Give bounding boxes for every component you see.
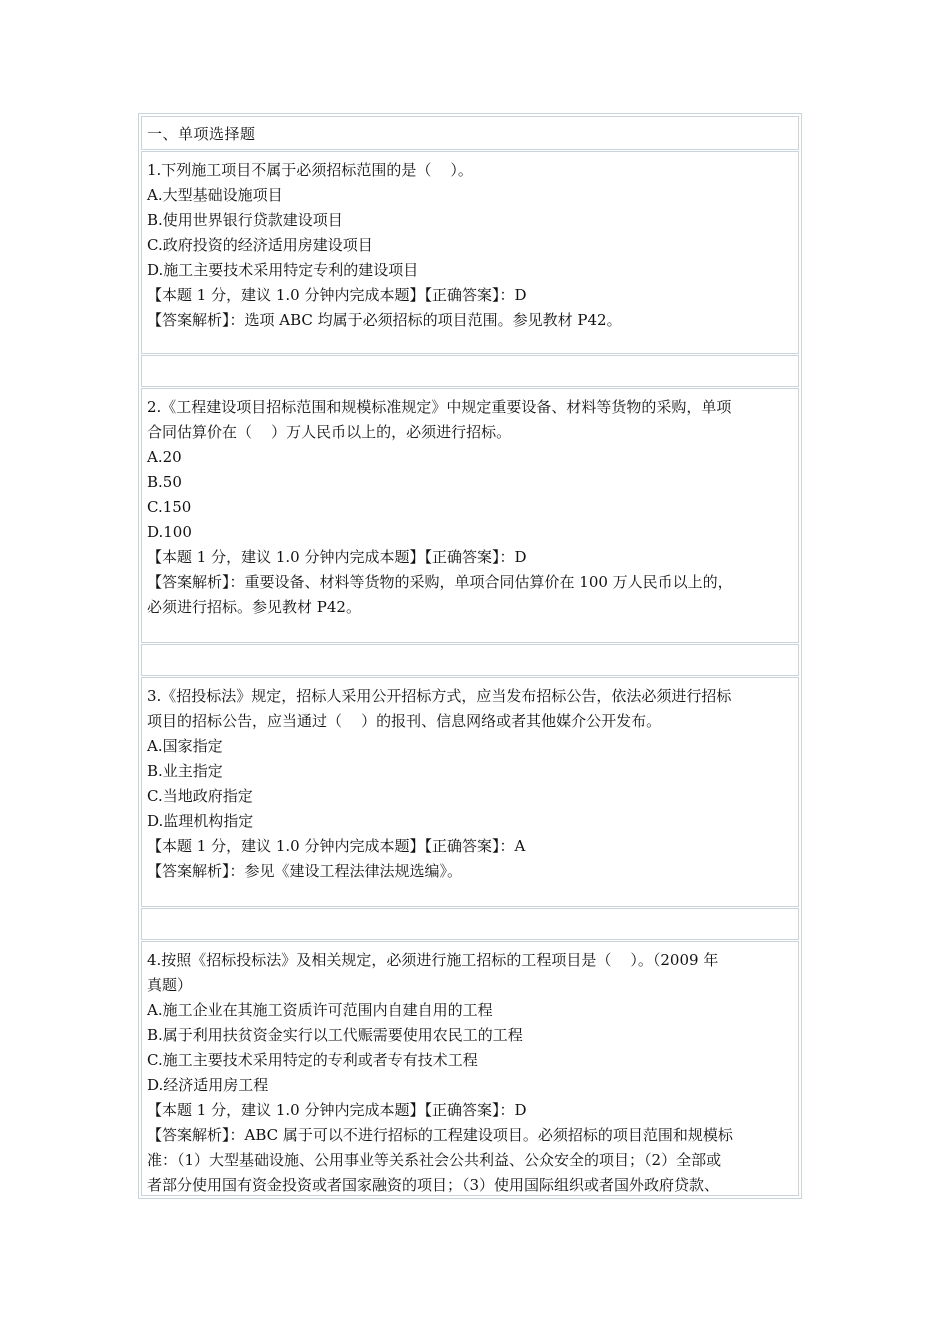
spacer-row <box>141 908 799 940</box>
question-3-explanation: 【答案解析】：参见《建设工程法律法规选编》。 <box>147 862 463 880</box>
question-1 <box>141 151 799 354</box>
question-2-stem: 2.《工程建设项目招标范围和规模标准规定》中规定重要设备、材料等货物的采购，单项 <box>147 398 732 416</box>
question-4-option-a: A.施工企业在其施工资质许可范围内自建自用的工程 <box>147 1001 493 1019</box>
question-4-answer: 【本题 1 分，建议 1.0 分钟内完成本题】【正确答案】：D <box>147 1101 527 1119</box>
question-table <box>138 113 802 1199</box>
question-2-option-a: A.20 <box>147 448 182 466</box>
question-1-option-b: B.使用世界银行贷款建设项目 <box>147 211 343 229</box>
question-3-option-d: D.监理机构指定 <box>147 812 254 830</box>
question-2-option-c: C.150 <box>147 498 192 516</box>
question-3-option-c: C.当地政府指定 <box>147 787 253 805</box>
spacer-row <box>141 644 799 676</box>
question-1-explanation: 【答案解析】：选项 ABC 均属于必须招标的项目范围。参见教材 P42。 <box>147 311 622 329</box>
question-2 <box>141 388 799 643</box>
section-header <box>141 116 799 150</box>
question-2-answer: 【本题 1 分，建议 1.0 分钟内完成本题】【正确答案】：D <box>147 548 527 566</box>
question-4-option-d: D.经济适用房工程 <box>147 1076 269 1094</box>
question-4 <box>141 941 799 1196</box>
question-1-option-a: A.大型基础设施项目 <box>147 186 283 204</box>
question-4-explanation: 【答案解析】：ABC 属于可以不进行招标的工程建设项目。必须招标的项目范围和规模标 <box>147 1126 733 1144</box>
question-1-answer: 【本题 1 分，建议 1.0 分钟内完成本题】【正确答案】：D <box>147 286 527 304</box>
question-3-stem-cont: 项目的招标公告，应当通过（ ）的报刊、信息网络或者其他媒介公开发布。 <box>147 712 662 730</box>
question-4-option-c: C.施工主要技术采用特定的专利或者专有技术工程 <box>147 1051 478 1069</box>
question-3-stem: 3.《招投标法》规定，招标人采用公开招标方式，应当发布招标公告，依法必须进行招标 <box>147 687 732 705</box>
question-2-explanation-cont: 必须进行招标。参见教材 P42。 <box>147 598 361 616</box>
question-4-explanation-cont: 者部分使用国有资金投资或者国家融资的项目；（3）使用国际组织或者国外政府贷款、 <box>147 1176 720 1194</box>
question-1-option-c: C.政府投资的经济适用房建设项目 <box>147 236 373 254</box>
question-1-stem: 1.下列施工项目不属于必须招标范围的是（ ）。 <box>147 161 473 179</box>
question-3-answer: 【本题 1 分，建议 1.0 分钟内完成本题】【正确答案】：A <box>147 837 526 855</box>
question-4-stem-cont: 真题） <box>147 976 193 994</box>
question-1-option-d: D.施工主要技术采用特定专利的建设项目 <box>147 261 419 279</box>
spacer-row <box>141 355 799 387</box>
question-2-stem-cont: 合同估算价在（ ）万人民币以上的，必须进行招标。 <box>147 423 512 441</box>
question-4-stem: 4.按照《招标投标法》及相关规定，必须进行施工招标的工程项目是（ ）。（2009 年 <box>147 951 719 969</box>
question-2-explanation: 【答案解析】：重要设备、材料等货物的采购，单项合同估算价在 100 万人民币以上的， <box>147 573 733 591</box>
question-3 <box>141 677 799 907</box>
question-2-option-b: B.50 <box>147 473 182 491</box>
question-3-option-a: A.国家指定 <box>147 737 223 755</box>
question-3-option-b: B.业主指定 <box>147 762 223 780</box>
question-4-explanation-cont: 准：（1）大型基础设施、公用事业等关系社会公共利益、公众安全的项目；（2）全部或 <box>147 1151 722 1169</box>
question-2-option-d: D.100 <box>147 523 192 541</box>
question-4-option-b: B.属于利用扶贫资金实行以工代赈需要使用农民工的工程 <box>147 1026 523 1044</box>
section-title: 一、单项选择题 <box>147 124 256 143</box>
